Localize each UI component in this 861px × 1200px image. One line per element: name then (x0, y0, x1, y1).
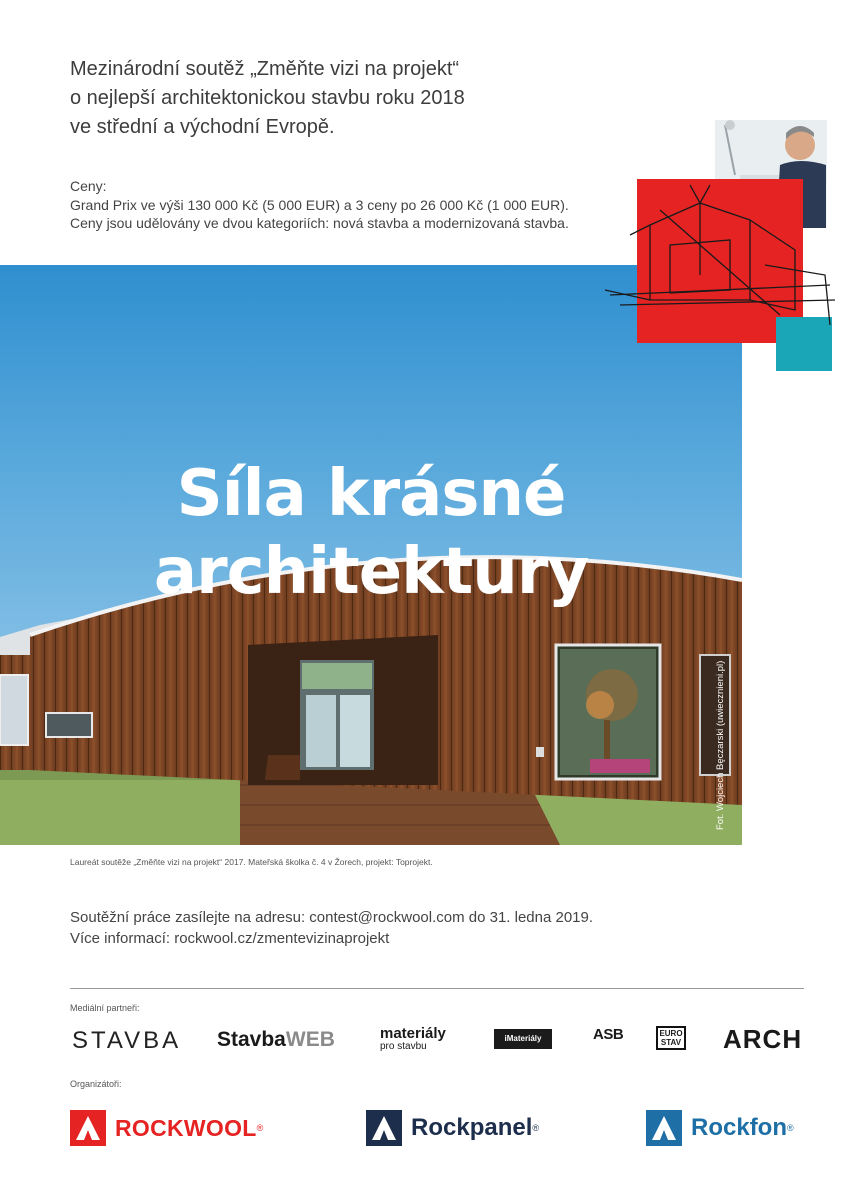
rockfon-logo: Rockfon ® (646, 1109, 794, 1147)
headline-line: architektury (153, 535, 589, 609)
rockfon-name: Rockfon (691, 1114, 787, 1141)
rockfon-mark-icon (646, 1110, 682, 1146)
prizes-line: Ceny jsou udělovány ve dvou kategoriích: nová stavba a modernizovaná stavba. (70, 215, 569, 231)
materialy-logo-a: materiály (380, 1025, 446, 1042)
eurostav-logo-b: STAV (660, 1038, 682, 1047)
eurostav-logo (656, 1026, 686, 1050)
eurostav-logo-a: EURO (659, 1029, 683, 1038)
title-line: ve střední a východní Evropě. (70, 116, 335, 138)
headline (0, 455, 742, 611)
contact-info (70, 907, 593, 949)
rockwool-name: ROCKWOOL (115, 1114, 257, 1141)
headline-line: Síla krásné (176, 457, 566, 531)
rockwool-logo: ROCKWOOL ® (70, 1109, 263, 1147)
prizes-block (70, 177, 569, 233)
organizers-label: Organizátoři: (70, 1079, 122, 1089)
rockpanel-mark-icon (366, 1110, 402, 1146)
photo-credit: Fot. Wojciech Bęczarski (uwiecznieni.pl) (715, 660, 726, 830)
divider (70, 988, 804, 989)
architect-sketch-graphic (590, 115, 840, 375)
photo-caption: Laureát soutěže „Změňte vizi na projekt“ 2017. Mateřská školka č. 4 v Žorech, projekt: Toprojekt. (70, 857, 433, 867)
rockwool-mark-icon (70, 1110, 106, 1146)
stavbaweb-logo (217, 1028, 335, 1052)
materialy-logo (380, 1026, 446, 1052)
imaterialy-logo: iMateriály (494, 1029, 552, 1049)
media-partners-label: Mediální partneři: (70, 1003, 140, 1013)
rockpanel-name: Rockpanel (411, 1114, 533, 1141)
stavbaweb-logo-b: WEB (285, 1028, 335, 1051)
competition-title (70, 55, 630, 142)
materialy-logo-b: pro stavbu (380, 1041, 427, 1052)
stavbaweb-logo-a: Stavba (217, 1028, 286, 1051)
prizes-line: Grand Prix ve výši 130 000 Kč (5 000 EUR) a 3 ceny po 26 000 Kč (1 000 EUR). (70, 196, 569, 213)
title-line: Mezinárodní soutěž „Změňte vizi na projekt“ (70, 58, 460, 80)
rockpanel-logo: Rockpanel ® (366, 1109, 539, 1147)
title-line: o nejlepší architektonickou stavbu roku 2018 (70, 87, 465, 109)
submission-address: Soutěžní práce zasílejte na adresu: contest@rockwool.com do 31. ledna 2019. (70, 909, 594, 926)
prizes-heading: Ceny: (70, 178, 107, 194)
arch-logo: ARCH (723, 1024, 803, 1054)
stavba-logo: STAVBA (72, 1027, 182, 1054)
more-info-link: Více informací: rockwool.cz/zmentevizinaprojekt (70, 930, 390, 947)
asb-logo: ASB (593, 1026, 624, 1043)
